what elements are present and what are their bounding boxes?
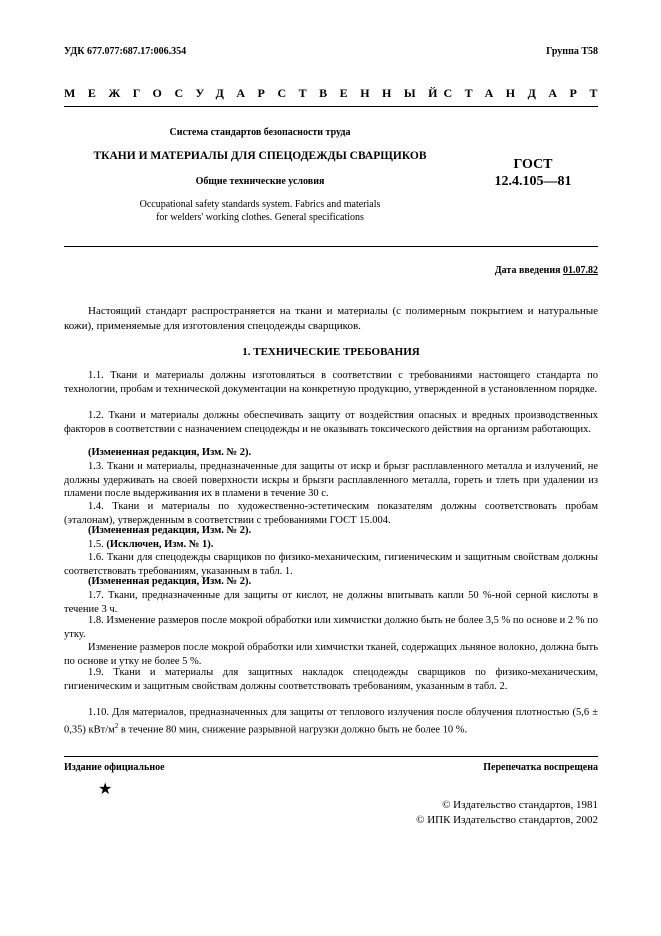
amendment-note: (Измененная редакция, Изм. № 2). bbox=[88, 525, 252, 536]
effective-date-value: 01.07.82 bbox=[563, 265, 598, 276]
copyright-1981: © Издательство стандартов, 1981 bbox=[442, 799, 598, 811]
effective-date bbox=[495, 265, 598, 276]
clause-1-8-continued: Изменение размеров после мокрой обработки или химчистки тканей, содержащих льняное волокно, должна быть по основе и утку не более 5 %. bbox=[64, 642, 598, 667]
document-title: ТКАНИ И МАТЕРИАЛЫ ДЛЯ СПЕЦОДЕЖДЫ СВАРЩИКОВ bbox=[93, 150, 427, 162]
clause-1-5-number: 1.5. bbox=[88, 539, 104, 550]
english-title-line2: for welders' working clothes. General specifications bbox=[156, 211, 364, 223]
system-title: Система стандартов безопасности труда bbox=[169, 127, 351, 138]
group-code: Группа Т58 bbox=[546, 46, 598, 57]
star-icon: ★ bbox=[98, 779, 113, 798]
footer-rule bbox=[64, 756, 598, 757]
english-title bbox=[64, 199, 456, 224]
clause-1-3: 1.3. Ткани и материалы, предназначенные для защиты от искр и брызг расплавленного металла и излучений, не должны удерживать на своей поверхности искры и брызги расплавленного металла, гореть и тлеть при удалении из пламени после выдерживания их в пламени в течение 30 с. bbox=[64, 461, 598, 500]
copyright-2002: © ИПК Издательство стандартов, 2002 bbox=[416, 814, 598, 826]
gost-label: ГОСТ bbox=[513, 157, 553, 172]
clause-1-7: 1.7. Ткани, предназначенные для защиты от кислот, не должны впитывать капли 50 %-ной серной кислоты в течение 3 ч. bbox=[64, 590, 598, 615]
intro-paragraph: Настоящий стандарт распространяется на ткани и материалы (с полимерным покрытием и натуральные кожи), применяемые для изготовления спецодежды сварщиков. bbox=[64, 305, 598, 332]
clause-1-10-part-a: 1.10. Для материалов, предназначенных для защиты от теплового излучения после облучения плотностью (5,6 ± 0,35) кВт/м bbox=[64, 707, 598, 736]
clause-1-10 bbox=[64, 706, 598, 737]
effective-date-label: Дата введения bbox=[494, 265, 561, 276]
section-heading: 1. ТЕХНИЧЕСКИЕ ТРЕБОВАНИЯ bbox=[242, 346, 420, 358]
clause-1-9: 1.9. Ткани и материалы для защитных накладок спецодежды сварщиков по физико-механическим, гигиеническим и защитным свойствам должны соответствовать требованиям, указанным в табл. 2. bbox=[64, 667, 598, 692]
amendment-note: (Измененная редакция, Изм. № 2). bbox=[88, 576, 252, 587]
clause-1-4: 1.4. Ткани и материалы по художественно-эстетическим показателям должны соответствовать пробам (эталонам), утвержденным в соответствии с требованиями ГОСТ 15.004. bbox=[64, 501, 598, 526]
document-subtitle: Общие технические условия bbox=[195, 176, 325, 187]
clause-1-5-text: (Исключен, Изм. № 1). bbox=[106, 539, 214, 550]
udk-code: УДК 677.077:687.17:006.354 bbox=[64, 46, 187, 57]
clause-1-1: 1.1. Ткани и материалы должны изготовляться в соответствии с требованиями настоящего стандарта по технологии, пробам и технической документации на конкретную продукцию, утвержденной в установленном порядке. bbox=[64, 370, 598, 395]
copyright-block bbox=[416, 798, 598, 828]
clause-1-6: 1.6. Ткани для спецодежды сварщиков по физико-механическим, гигиеническим и защитным свойствам должны соответствовать требованиям, указанным в табл. 1. bbox=[64, 552, 598, 577]
banner-rule bbox=[64, 106, 598, 107]
clause-1-10-superscript: 2 bbox=[114, 721, 119, 730]
reprint-prohibited: Перепечатка воспрещена bbox=[483, 762, 598, 773]
banner-left: МЕЖГОСУДАРСТВЕННЫЙ bbox=[64, 86, 450, 100]
gost-designation bbox=[480, 156, 586, 190]
clause-1-10-part-b: в течение 80 мин, снижение разрывной нагрузки должно быть не более 10 %. bbox=[118, 724, 468, 736]
amendment-note: (Измененная редакция, Изм. № 2). bbox=[88, 447, 252, 458]
clause-1-8: 1.8. Изменение размеров после мокрой обработки или химчистки должно быть не более 3,5 % по основе и 2 % по утку. bbox=[64, 615, 599, 640]
title-rule bbox=[64, 246, 598, 247]
clause-1-5 bbox=[64, 538, 598, 552]
gost-number: 12.4.105—81 bbox=[494, 174, 572, 189]
banner-right: СТАНДАРТ bbox=[443, 86, 610, 100]
clause-1-2: 1.2. Ткани и материалы должны обеспечивать защиту от воздействия опасных и вредных производственных факторов в соответствии с назначением спецодежды и не оказывать токсического действия на организм работающих. bbox=[64, 410, 598, 435]
official-edition: Издание официальное bbox=[64, 762, 165, 773]
banner bbox=[64, 86, 610, 101]
english-title-line1: Occupational safety standards system. Fabrics and materials bbox=[139, 199, 381, 210]
